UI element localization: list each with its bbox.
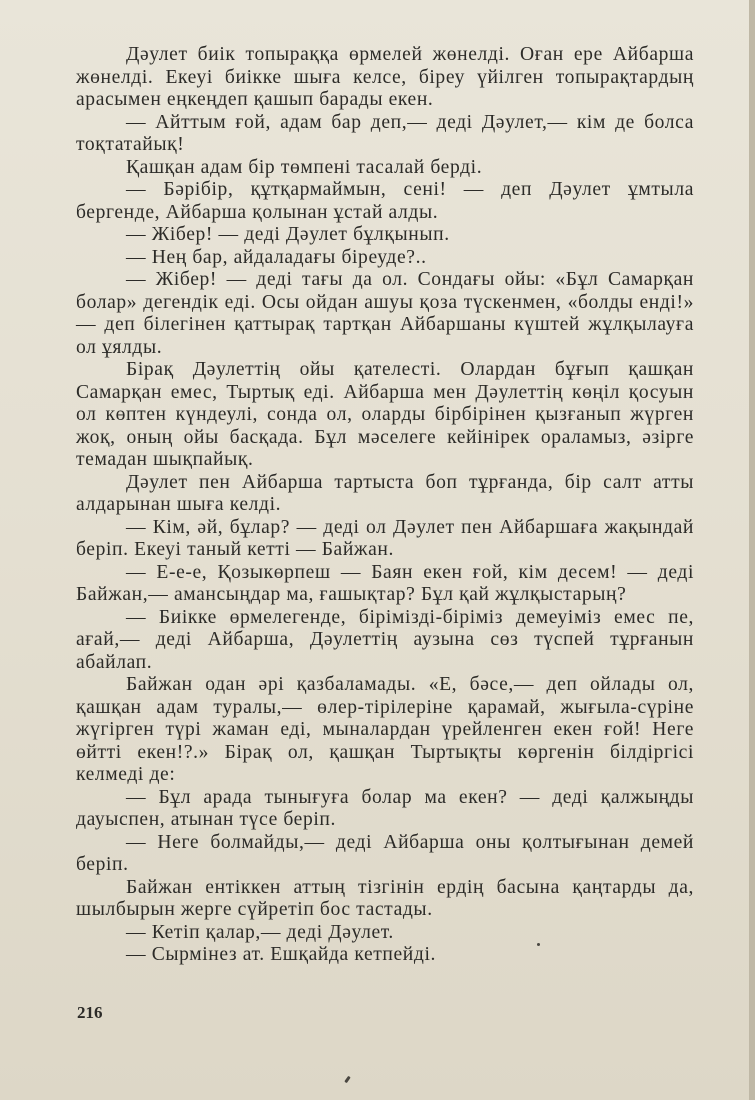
- paragraph: — Нең бар, айдаладағы біреуде?..: [126, 246, 427, 268]
- paragraph: Дәулет биік топыраққа өрмелей жөнелді. Оған ере Айбарша жөнелді. Екеуі биікке шыға келсе, біреу үйілген топырақтардың арасымен еңкеңдеп қашып барады екен.: [76, 44, 694, 110]
- paragraph: Қашқан адам бір төмпені тасалай берді.: [126, 156, 483, 178]
- paragraph: — Жібер! — деді Дәулет бұлқынып.: [126, 224, 450, 245]
- paragraph: — Кетіп қалар,— деді Дәулет.: [126, 921, 394, 943]
- paragraph: Дәулет пен Айбарша тартыста боп тұрғанда, бір салт атты алдарынан шыға келді.: [76, 471, 694, 515]
- paragraph: — Бәрібір, құтқармаймын, сені! — деп Дәулет ұмтыла бергенде, Айбарша қолынан ұстай алды.: [76, 179, 694, 223]
- paragraph: Байжан ентіккен аттың тізгінін ердің басына қаңтарды да, шылбырын жерге сүйретіп бос тастады.: [76, 876, 694, 920]
- paragraph: — Е-е-е, Қозыкөрпеш — Баян екен ғой, кім десем! — деді Байжан,— амансыңдар ма, ғашықтар? Бұл қай жұлқыстарың?: [76, 561, 694, 605]
- paragraph: — Биікке өрмелегенде, бірімізді-біріміз демеуіміз емес пе, ағай,— деді Айбарша, Дәулеттің аузына сөз түспей тұрғанын абайлап.: [76, 606, 694, 673]
- paragraph: Байжан одан әрі қазбаламады. «Е, бәсе,— деп ойлады ол, қашқан адам туралы,— өлер-тірілеріне қарамай, жығыла-сүріне жүгірген түрі жаман еді, мыналардан үрейленген екен ғой! Неге өйтті екен!?.» Бірақ ол, қашқан Тыртықты көргенін білдіргісі келмеді де:: [76, 674, 694, 785]
- paragraph: — Жібер! — деді тағы да ол. Сондағы ойы: «Бұл Самарқан болар» дегендік еді. Осы ойдан ашуы қоза түскенмен, «болды енді!» — деп білегінен қаттырақ тартқан Айбаршаны күштей жұлқылауға ол ұялды.: [76, 269, 694, 358]
- ink-speck: [344, 1076, 350, 1083]
- ink-speck: [537, 943, 540, 946]
- paragraph: — Сырмінез ат. Ешқайда кетпейді.: [126, 944, 436, 965]
- paragraph: Бірақ Дәулеттің ойы қателесті. Олардан бұғып қашқан Самарқан емес, Тыртық еді. Айбарша мен Дәулеттің көңіл қосуын ол көптен күндеулі, сонда ол, оларды бірбірінен қызғанып жүрген жоқ, оның ойы басқада. Бұл мәселеге кейінірек ораламыз, әзірге темадан шықпайық.: [76, 359, 694, 470]
- paragraph: — Бұл арада тынығуға болар ма екен? — деді қалжыңды дауыспен, атынан түсе беріп.: [76, 786, 694, 830]
- page-edge-shadow: [749, 0, 755, 1100]
- paragraph: — Кім, әй, бұлар? — деді ол Дәулет пен Айбаршаға жақындай беріп. Екеуі таный кетті — Байжан.: [76, 516, 694, 560]
- paragraph: — Неге болмайды,— деді Айбарша оны қолтығынан демей беріп.: [76, 831, 694, 875]
- page-number: 216: [77, 1003, 103, 1022]
- page-body-text: [76, 44, 694, 967]
- paragraph: — Айттым ғой, адам бар деп,— деді Дәулет,— кім де болса тоқтатайық!: [76, 111, 694, 155]
